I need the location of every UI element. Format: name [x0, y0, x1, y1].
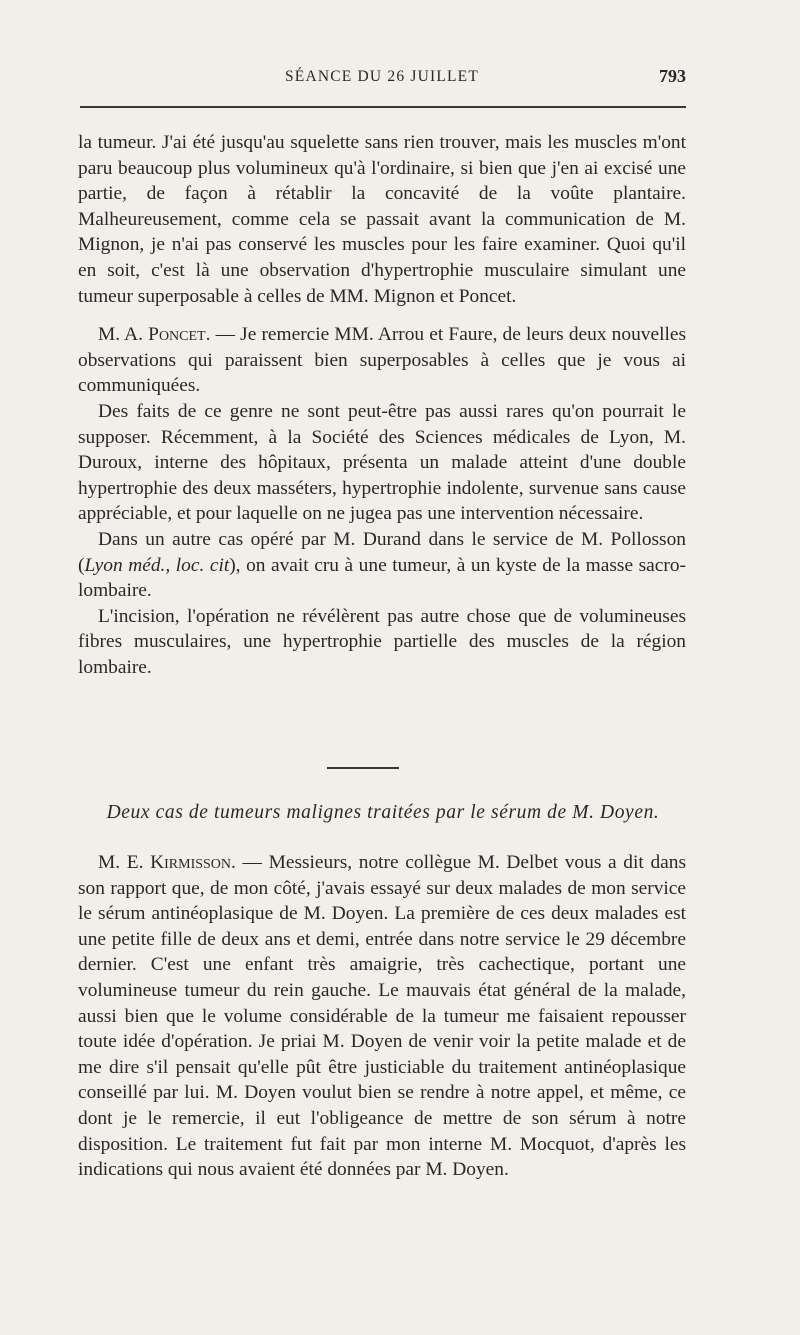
running-header [78, 64, 686, 94]
section-separator [327, 767, 399, 769]
speaker-name: M. E. Kirmisson. [98, 852, 236, 873]
page-number: 793 [659, 66, 686, 86]
paragraph [78, 527, 686, 604]
speaker-name: M. A. Poncet. [98, 324, 211, 346]
paragraph: Des faits de ce genre ne sont peut-être pas aussi rares qu'on pourrait le supposer. Récemment, à la Société des Sciences médicales de Lyon, M. Duroux, interne des hôpitaux, présenta un malade atteint d'une double hypertrophie des deux masséters, hypertrophie indolente, survenue sans cause appréciable, et pour laquelle on ne jugea pas une intervention nécessaire. [78, 400, 686, 525]
paragraph [78, 322, 686, 399]
paragraph-text: Dans un autre cas opéré par M. Durand dans le service de M. Pollosson ( [78, 528, 686, 576]
paragraph-text: — Je remercie MM. Arrou et Faure, de leurs deux nouvelles observations qui paraissent bien superposables à celles que je vous ai communiquées. [78, 324, 686, 397]
section-1-text [78, 130, 686, 680]
paragraph [78, 850, 686, 1183]
running-title: SÉANCE DU 26 JUILLET [284, 68, 480, 85]
citation: Lyon méd., loc. cit [84, 554, 230, 576]
header-rule [80, 106, 686, 108]
section-title: Deux cas de tumeurs malignes traitées par le sérum de M. Doyen. [106, 802, 660, 823]
paragraph: L'incision, l'opération ne révélèrent pas autre chose que de volumineuses fibres musculaires, une hypertrophie partielle des muscles de la région lombaire. [78, 605, 686, 678]
paragraph-text: — Messieurs, notre collègue M. Delbet vous a dit dans son rapport que, de mon côté, j'avais essayé sur deux malades de mon service le sérum antinéoplasique de M. Doyen. La première de ces deux malades est une petite fille de deux ans et demi, entrée dans notre service le 29 décembre dernier. C'est une enfant très amaigrie, très cachectique, portant une volumineuse tumeur du rein gauche. Le mauvais état général de la malade, aussi bien que le volume considérable de la tumeur me faisaient repousser toute idée d'opération. Je priai M. Doyen de venir voir la petite malade et de me dire s'il pensait qu'elle pût être justiciable du traitement antinéoplasique conseillé par lui. M. Doyen voulut bien se rendre à notre appel, et même, ce dont je le remercie, il eut l'obligeance de mettre de son sérum à notre disposition. Le traitement fut fait par mon interne M. Mocquot, d'après les indications qui nous avaient été données par M. Doyen. [78, 852, 686, 1181]
paragraph: la tumeur. J'ai été jusqu'au squelette sans rien trouver, mais les muscles m'ont paru beaucoup plus volumineux qu'à l'ordinaire, si bien que j'en ai excisé une partie, de façon à rétablir la concavité de la voûte plantaire. Malheureusement, comme cela se passait avant la communication de M. Mignon, je n'ai pas conservé les muscles pour les faire examiner. Quoi qu'il en soit, c'est là une observation d'hypertrophie musculaire simulant une tumeur superposable à celles de MM. Mignon et Poncet. [78, 132, 686, 307]
section-2-text [78, 850, 686, 1183]
paragraph-text: ), on avait cru à une tumeur, à un kyste de la masse sacro-lombaire. [78, 554, 686, 602]
